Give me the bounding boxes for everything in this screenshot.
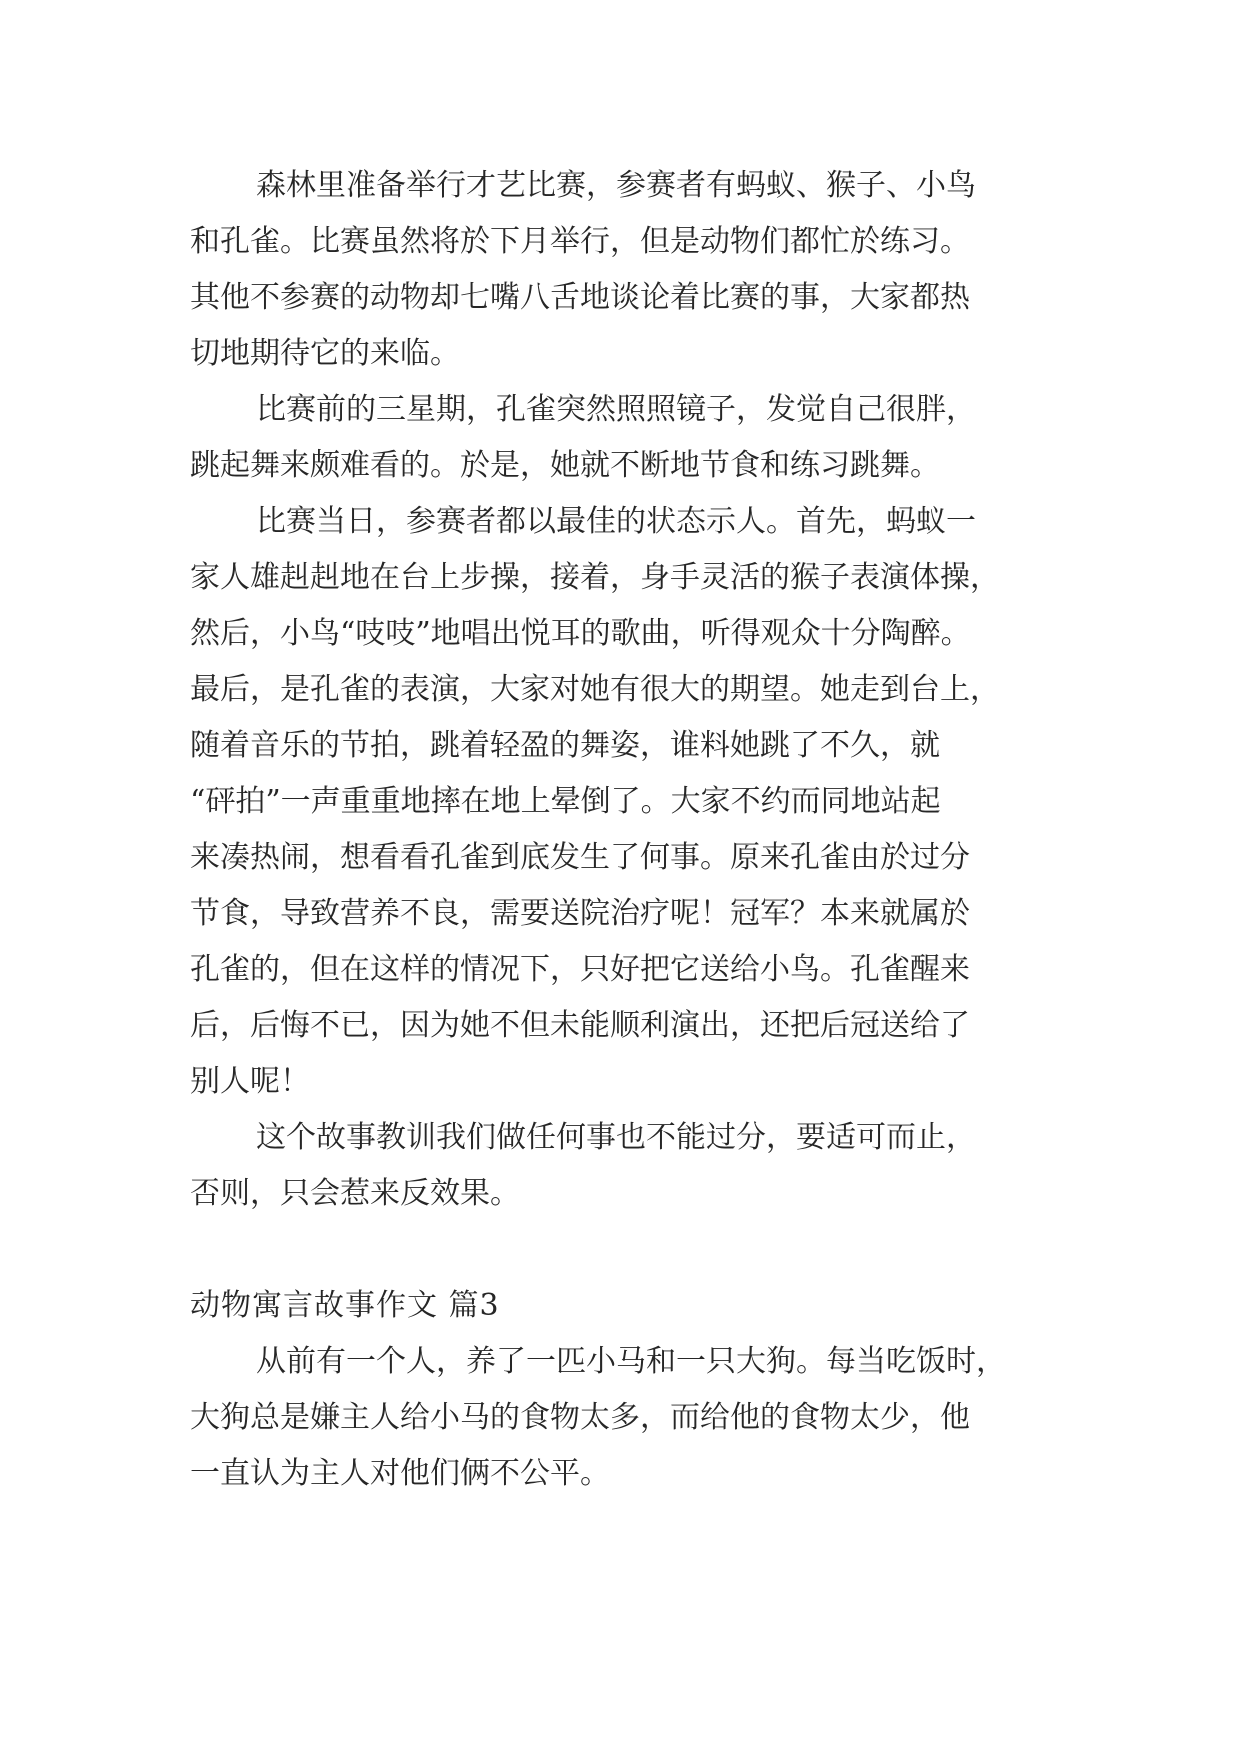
text-line: 跳起舞来颇难看的。於是，她就不断地节食和练习跳舞。 <box>190 448 940 483</box>
text-line: 比赛前的三星期，孔雀突然照照镜子，发觉自己很胖， <box>256 392 976 427</box>
text-line: 别人呢！ <box>190 1064 310 1099</box>
text-line: 节食，导致营养不良，需要送院治疗呢！冠军？本来就属於 <box>190 896 970 931</box>
text-line: 和孔雀。比赛虽然将於下月举行，但是动物们都忙於练习。 <box>190 224 970 259</box>
text-line: 后，后悔不已，因为她不但未能顺利演出，还把后冠送给了 <box>190 1008 970 1043</box>
document-body <box>190 158 1090 1502</box>
section-heading: 动物寓言故事作文 篇3 <box>190 1288 500 1323</box>
text-line: 孔雀的，但在这样的情况下，只好把它送给小鸟。孔雀醒来 <box>190 952 970 987</box>
paragraph-moral <box>190 1110 1090 1222</box>
text-line: 森林里准备举行才艺比赛，参赛者有蚂蚁、猴子、小鸟 <box>256 168 976 203</box>
text-line: 随着音乐的节拍，跳着轻盈的舞姿，谁料她跳了不久，就 <box>190 728 940 763</box>
text-line: 从前有一个人，养了一匹小马和一只大狗。每当吃饭时， <box>256 1344 1006 1379</box>
paragraph-peacock-diet <box>190 382 1090 494</box>
paragraph-contest-intro <box>190 158 1090 382</box>
text-line: 最后，是孔雀的表演，大家对她有很大的期望。她走到台上， <box>190 672 1000 707</box>
text-line: 家人雄赳赳地在台上步操，接着，身手灵活的猴子表演体操， <box>190 560 1000 595</box>
text-line: 一直认为主人对他们俩不公平。 <box>190 1456 610 1491</box>
text-line: 比赛当日，参赛者都以最佳的状态示人。首先，蚂蚁一 <box>256 504 976 539</box>
paragraph-contest-day <box>190 494 1090 1110</box>
text-line: 来凑热闹，想看看孔雀到底发生了何事。原来孔雀由於过分 <box>190 840 970 875</box>
text-line: “砰拍”一声重重地摔在地上晕倒了。大家不约而同地站起 <box>190 784 941 819</box>
text-line: 否则，只会惹来反效果。 <box>190 1176 520 1211</box>
text-line: 切地期待它的来临。 <box>190 336 460 371</box>
text-line: 这个故事教训我们做任何事也不能过分，要适可而止， <box>256 1120 976 1155</box>
text-line: 大狗总是嫌主人给小马的食物太多，而给他的食物太少，他 <box>190 1400 970 1435</box>
paragraph-horse-and-dog <box>190 1334 1090 1502</box>
text-line: 其他不参赛的动物却七嘴八舌地谈论着比赛的事，大家都热 <box>190 280 970 315</box>
text-line: 然后，小鸟“吱吱”地唱出悦耳的歌曲，听得观众十分陶醉。 <box>190 616 971 651</box>
